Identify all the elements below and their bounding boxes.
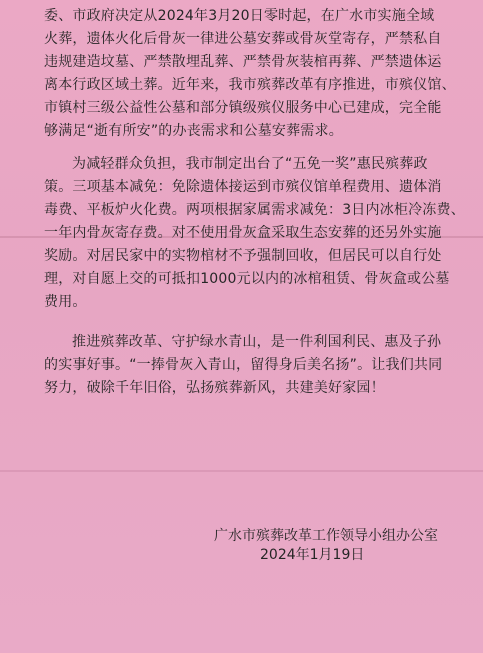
paragraph-line: 火葬，遗体火化后骨灰一律进公墓安葬或骨灰堂寄存，严禁私自 — [44, 31, 442, 47]
paragraph-line: 离本行政区域土葬。近年来，我市殡葬改革有序推进，市殡仪馆、 — [44, 77, 456, 93]
issue-date: 2024年1月19日 — [260, 547, 365, 563]
paragraph-line: 违规建造坟墓、严禁散埋乱葬、严禁骨灰装棺再葬、严禁遗体运 — [44, 54, 442, 70]
paragraph-line: 一年内骨灰寄存费。对不使用骨灰盒采取生态安葬的还另外实施 — [44, 225, 442, 241]
issuing-office: 广水市殡葬改革工作领导小组办公室 — [214, 528, 438, 544]
paragraph-line: 够满足“逝有所安”的办丧需求和公墓安葬需求。 — [44, 123, 343, 139]
paragraph-line: 策。三项基本减免：免除遗体接运到市殡仪馆单程费用、遗体消 — [44, 179, 442, 195]
paragraph-line: 为减轻群众负担，我市制定出台了“五免一奖”惠民殡葬政 — [72, 156, 428, 172]
paragraph-line: 市镇村三级公益性公墓和部分镇级殡仪服务中心已建成，完全能 — [44, 100, 442, 116]
paragraph-line: 费用。 — [44, 294, 87, 310]
paragraph-line: 理，对自愿上交的可抵扣1000元以内的冰棺租赁、骨灰盒或公墓 — [44, 271, 450, 287]
paragraph-line: 推进殡葬改革、守护绿水青山，是一件利国利民、惠及子孙 — [72, 334, 442, 350]
paragraph-line: 努力，破除千年旧俗，弘扬殡葬新风，共建美好家园！ — [44, 380, 385, 396]
paragraph-line: 奖励。对居民家中的实物棺材不予强制回收，但居民可以自行处 — [44, 248, 442, 264]
paragraph-line: 委、市政府决定从2024年3月20日零时起，在广水市实施全域 — [44, 8, 435, 24]
paragraph-line: 的实事好事。“一捧骨灰入青山，留得身后美名扬”。让我们共同 — [44, 357, 443, 373]
paragraph-line: 毒费、平板炉火化费。两项根据家属需求减免：3日内冰柜冷冻费、 — [44, 202, 465, 218]
paper-fold-line — [0, 470, 483, 472]
